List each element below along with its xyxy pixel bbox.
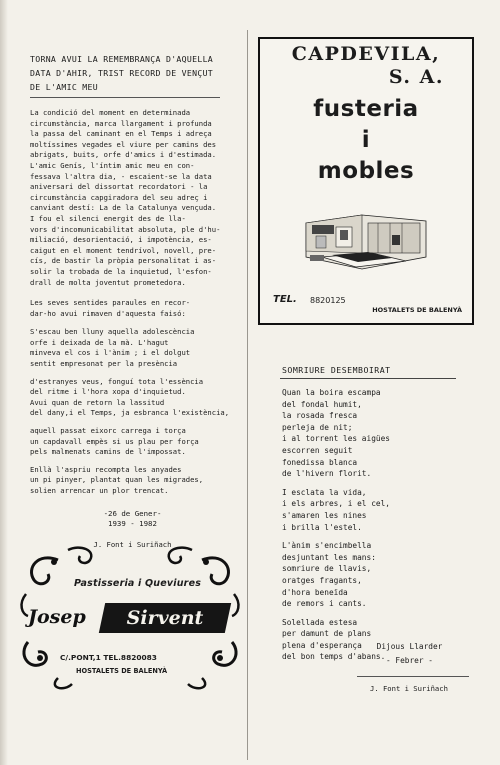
poem-date-line-2: - Febrer -	[386, 656, 433, 665]
pastisseria-name-last: Sirvent	[126, 607, 204, 629]
ad-location: HOSTALETS DE BALENYÀ	[372, 306, 462, 314]
poem-stanza-4: Solellada estesa per damunt de plans plena d'esperança del bon temps d'abans.	[282, 617, 386, 662]
poem-title: SOMRIURE DESEMBOIRAT	[282, 365, 391, 375]
poem-stanza-2: I esclata la vida, i els arbres, i el cel, s'amaren les nines i brilla l'estel.	[282, 487, 390, 532]
pastisseria-location: HOSTALETS DE BALENYÀ	[76, 667, 168, 675]
heading-line-3: DE L'AMIC MEU	[30, 82, 98, 92]
article-date: -26 de Gener- 1939 - 1982	[103, 508, 162, 529]
poem-block	[282, 365, 482, 670]
sonnet-tercet-1: aquell passat eixorc carrega i torça un capdavall empès si us plau per força pels malmenats camins de l'impossat.	[30, 426, 199, 457]
binding-edge	[0, 0, 8, 765]
pastisseria-address: C/.PONT,1 TEL.8820083	[60, 653, 157, 662]
ad-company-suffix: S. A.	[388, 66, 444, 88]
sonnet-quatrain-1: S'escau ben lluny aquella adolescència orfe i deixada de la mà. L'hagut minveva el cos i l'ànim ; i el dolgut sentit empresonat per la presència	[30, 327, 195, 369]
poem-date	[362, 640, 457, 668]
poem-signature: J. Font i Suriñach	[370, 684, 448, 693]
heading-line-1: TORNA AVUI LA REMEMBRANÇA D'AQUELLA	[30, 54, 214, 64]
furniture-room-illustration	[302, 211, 430, 273]
poem-date-line-1: Dijous Llarder	[376, 642, 443, 651]
ad-line-fusteria: fusteria	[313, 96, 419, 122]
ad-line-i: i	[361, 127, 371, 153]
ad-tel-number: 8820125	[310, 296, 346, 305]
capdevila-advertisement	[258, 37, 474, 325]
poem-stanza-3: L'ànim s'encimbella desjuntant les mans: somriure de llavis, oratges fragants, d'hora beneïda de remors i cants.	[282, 541, 376, 609]
heading-line-2: DATA D'AHIR, TRIST RECORD DE VENÇUT	[30, 68, 214, 78]
article-heading	[30, 52, 235, 94]
poem-title-rule	[280, 378, 456, 379]
ad-line-mobles: mobles	[317, 158, 415, 184]
pastisseria-name-first: Josep	[28, 606, 86, 628]
sonnet-tercet-2: Enllà l'aspriu recompta les anyades un pi pinyer, plantat quan les migrades, solien arrencar un plor trencat.	[30, 464, 204, 495]
pastisseria-name-banner	[99, 603, 231, 633]
ad-tel-label: TEL.	[273, 294, 297, 305]
article-paragraph-2: Les seves sentides paraules en recor- dar-ho avui rimaven d'aquesta faisó:	[30, 298, 191, 318]
article-signature: J. Font i Suriñach	[93, 539, 172, 549]
column-divider	[247, 30, 248, 760]
heading-rule	[30, 97, 220, 98]
left-column	[30, 52, 235, 549]
pastisseria-tagline: Pastisseria i Queviures	[74, 578, 202, 589]
pastisseria-advertisement	[18, 539, 242, 692]
sonnet-quatrain-2: d'estranyes veus, fonguí tota l'essència del ritme i l'hora xopa d'inquietud. Avui quan de retorn la lassitud del dany,i el Temps, ja esbranca l'existència,	[30, 376, 230, 418]
poem-stanza-1: Quan la boira escampa del fondal humit, la rosada fresca perleja de nit; i al torrent les aigües escorren seguit fonedissa blanca de l'hivern florit.	[282, 388, 390, 479]
ad-company-name: CAPDEVILA,	[291, 43, 441, 65]
article-paragraph-1: La condició del moment en determinada circumstància, marca llargament i profunda la passa del caminant en el Temps i adreça moltíssimes vegades el viure per camins des abrigats, buits, orfe d'amics i d'estimada. L'amic Genís, l'íntim amic meu en con- fessava l'altra dia, - escaient-se la data aniversari del dissortat recordatori - la circumstància capgiradora del seu adreç i canviant destí: La de la Catalunya vençuda. I fou el silenci energit des de lla- vors d'incomunicabilitat absoluta, ple d'hu- miliació, desorientació, i impotència, es- caigut en el moment tendrívol, novell, pre- cís, de bastir la pròpia personalitat i as- solir la trobada de la inquietud, l'esfon- drall de molta joventut prometedora.	[30, 108, 221, 287]
poem-signature-rule	[357, 676, 469, 677]
